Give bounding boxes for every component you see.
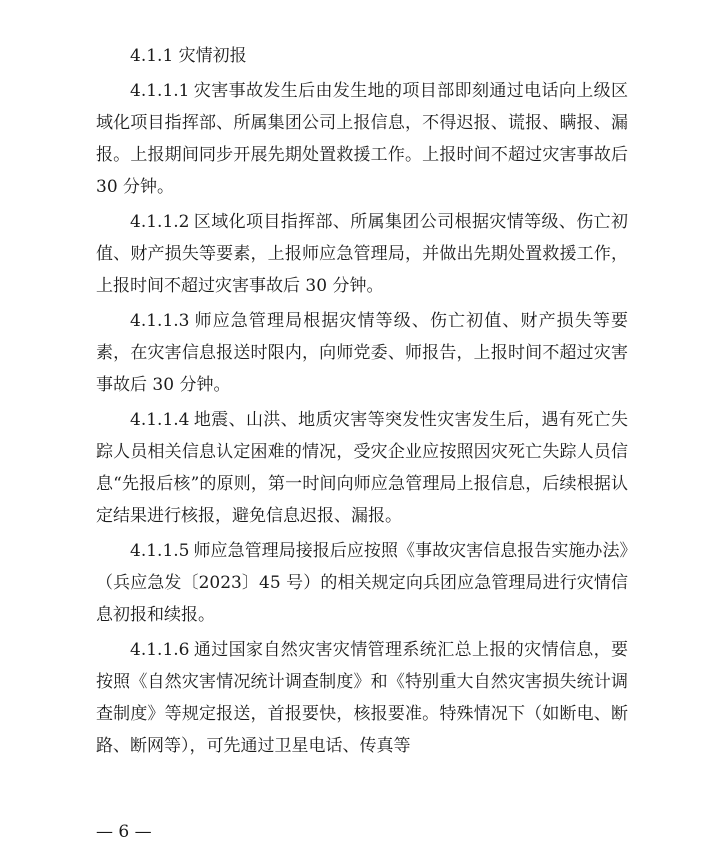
paragraph-4-1-1-3 [96,305,628,401]
paragraph-text: 通过国家自然灾害灾情管理系统汇总上报的灾情信息，要按照《自然灾害情况统计调查制度》和《特别重大自然灾害损失统计调查制度》等规定报送，首报要快，核报要准。特殊情况下（如断电、断路、断网等），可先通过卫星电话、传真等 [96,640,628,756]
page-number: — 6 — [96,822,152,842]
document-body [96,40,628,765]
paragraph-number: 4.1.1.4 [130,410,190,430]
paragraph-text: 地震、山洪、地质灾害等突发性灾害发生后，遇有死亡失踪人员相关信息认定困难的情况，受灾企业应按照因灾死亡失踪人员信息“先报后核”的原则，第一时间向师应急管理局上报信息，后续根据认定结果进行核报，避免信息迟报、漏报。 [96,410,628,526]
paragraph-number: 4.1.1.3 [130,311,190,331]
paragraph-4-1-1-4 [96,404,628,532]
paragraph-number: 4.1.1.2 [130,212,190,232]
paragraph-number: 4.1.1.6 [130,640,190,660]
paragraph-4-1-1-2 [96,206,628,302]
section-heading-title: 灾情初报 [178,46,247,66]
paragraph-text: 区域化项目指挥部、所属集团公司根据灾情等级、伤亡初值、财产损失等要素，上报师应急管理局，并做出先期处置救援工作，上报时间不超过灾害事故后 30 分钟。 [96,212,628,296]
paragraph-text: 师应急管理局接报后应按照《事故灾害信息报告实施办法》（兵应急发〔2023〕45 号）的相关规定向兵团应急管理局进行灾情信息初报和续报。 [96,541,628,625]
paragraph-number: 4.1.1.5 [130,541,190,561]
paragraph-4-1-1-1 [96,75,628,203]
paragraph-4-1-1-5 [96,535,628,631]
section-heading [96,40,628,72]
paragraph-4-1-1-6 [96,634,628,762]
section-heading-number: 4.1.1 [130,46,174,66]
paragraph-text: 师应急管理局根据灾情等级、伤亡初值、财产损失等要素，在灾害信息报送时限内，向师党委、师报告，上报时间不超过灾害事故后 30 分钟。 [96,311,628,395]
paragraph-number: 4.1.1.1 [130,81,190,101]
paragraph-text: 灾害事故发生后由发生地的项目部即刻通过电话向上级区域化项目指挥部、所属集团公司上报信息，不得迟报、谎报、瞒报、漏报。上报期间同步开展先期处置救援工作。上报时间不超过灾害事故后 30 分钟。 [96,81,628,197]
